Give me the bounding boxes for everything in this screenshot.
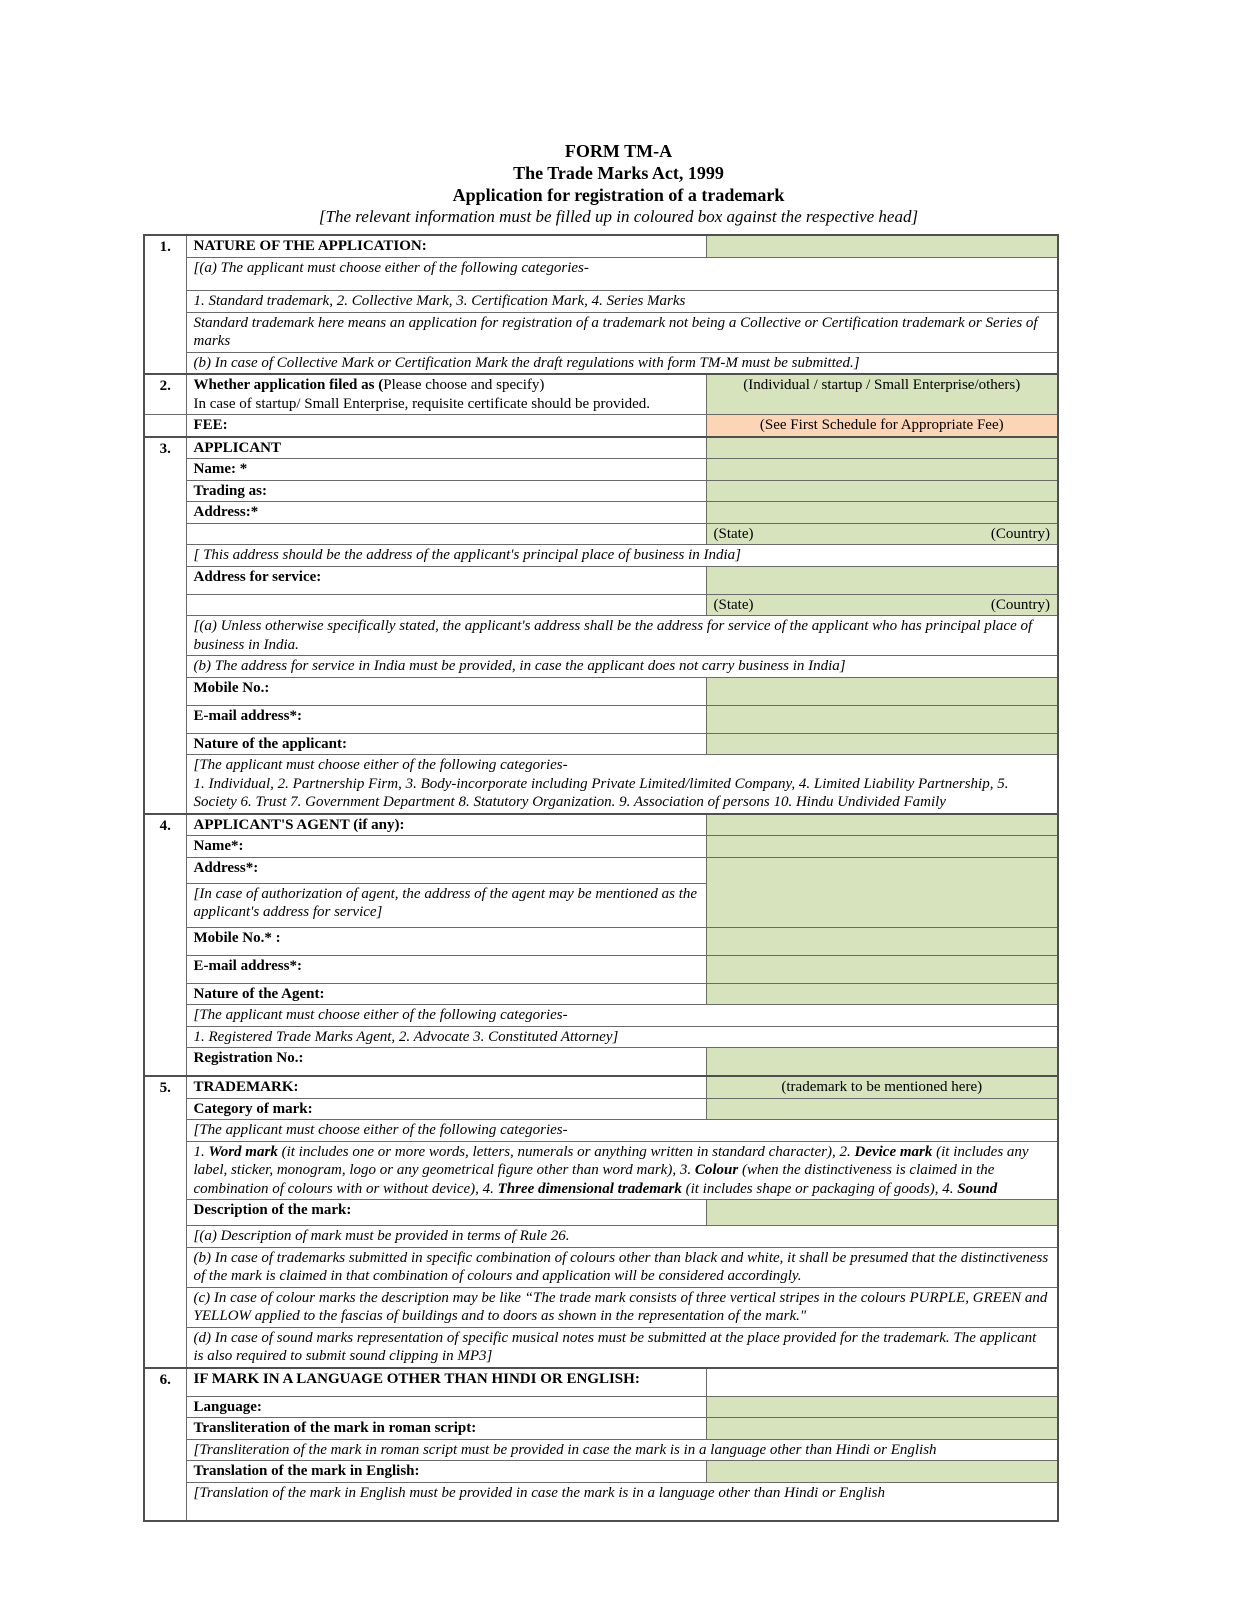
fill-instruction-note: [The relevant information must be filled up in coloured box against the respective head] — [318, 207, 919, 226]
row-description-of-mark — [144, 1200, 1058, 1226]
section3-number: 3. — [144, 437, 186, 814]
nature-of-application-label: NATURE OF THE APPLICATION: — [186, 235, 706, 257]
translation-note: [Translation of the mark in English must be provided in case the mark is in a language other than Hindi or English — [186, 1482, 1058, 1521]
fee-number-cell — [144, 415, 186, 437]
row-description-note-d — [144, 1327, 1058, 1368]
nature-of-applicant-note-line2: 1. Individual, 2. Partnership Firm, 3. Body-incorporate including Private Limited/limited Company, 4. Limited Liability Partnership, 5. Society 6. Trust 7. Government Department 8. Statutory Organization. 9. Association of persons 10. Hindu Undivided Family — [193, 775, 1009, 810]
address-for-service-label: Address for service: — [186, 566, 706, 594]
row-filed-as — [144, 374, 1058, 415]
section2-number: 2. — [144, 374, 186, 415]
filed-as-options-text: (Individual / startup / Small Enterprise/others) — [743, 377, 1021, 393]
transliteration-note: [Transliteration of the mark in roman script must be provided in case the mark is in a language other than Hindi or English — [186, 1439, 1058, 1461]
cat-seg-0: 1. — [193, 1143, 209, 1160]
row-category-note — [144, 1120, 1058, 1142]
nature-note-a: [(a) The applicant must choose either of the following categories- — [186, 257, 1058, 291]
row-agent-mobile — [144, 927, 1058, 955]
fee-value-box[interactable] — [706, 415, 1058, 437]
row-agent-note2 — [144, 1026, 1058, 1048]
service-state-label: (State) — [713, 596, 754, 613]
row-nature-of-applicant-note — [144, 755, 1058, 814]
agent-email-input[interactable] — [706, 955, 1058, 983]
service-note-b: (b) The address for service in India must be provided, in case the applicant does not carry business in India] — [186, 656, 1058, 678]
applicant-name-label: Name: * — [186, 459, 706, 481]
row-nature-of-applicant — [144, 733, 1058, 755]
nature-note-b: (b) In case of Collective Mark or Certification Mark the draft regulations with form TM-M must be submitted.] — [186, 352, 1058, 374]
row-transliteration-note — [144, 1439, 1058, 1461]
agent-address-label: Address*: — [186, 857, 706, 883]
row-address-for-service — [144, 566, 1058, 594]
address-for-service-input[interactable] — [706, 566, 1058, 594]
cat-seg-three-dimensional: Three dimensional trademark — [497, 1180, 686, 1197]
state-label: (State) — [713, 525, 754, 542]
trademark-label: TRADEMARK: — [186, 1076, 706, 1098]
description-of-mark-input[interactable] — [706, 1200, 1058, 1226]
row-language — [144, 1396, 1058, 1418]
agent-address-note: [In case of authorization of agent, the address of the agent may be mentioned as the applicant's address for service] — [186, 883, 706, 927]
country-label: (Country) — [990, 525, 1050, 542]
section5-number: 5. — [144, 1076, 186, 1368]
row-nature-of-application — [144, 235, 1058, 257]
row-service-note-b — [144, 656, 1058, 678]
applicant-address-label: Address:* — [186, 502, 706, 524]
filed-as-label-bold: Whether application filed as ( — [193, 377, 384, 393]
row-applicant-address — [144, 502, 1058, 524]
nature-of-applicant-input[interactable] — [706, 733, 1058, 755]
form-header — [0, 0, 1237, 227]
row-category-of-mark — [144, 1098, 1058, 1120]
filed-as-options-box[interactable] — [706, 374, 1058, 415]
fee-label: FEE: — [186, 415, 706, 437]
nature-of-application-input-box[interactable] — [706, 235, 1058, 257]
row-agent-registration — [144, 1048, 1058, 1077]
row-category-definitions — [144, 1141, 1058, 1200]
row-agent-note1 — [144, 1005, 1058, 1027]
agent-name-input[interactable] — [706, 836, 1058, 858]
description-note-a: [(a) Description of mark must be provided in terms of Rule 26. — [186, 1226, 1058, 1248]
agent-note2: 1. Registered Trade Marks Agent, 2. Advocate 3. Constituted Attorney] — [186, 1026, 1058, 1048]
row-standard-trademark-definition — [144, 312, 1058, 352]
description-note-c: (c) In case of colour marks the description may be like “The trade mark consists of three vertical stripes in the colours PURPLE, GREEN and YELLOW applied to the fascias of buildings and to doors as shown in the representation of the mark." — [186, 1287, 1058, 1327]
row-other-language-header — [144, 1368, 1058, 1397]
cat-seg-2: (it includes one or more words, letters, numerals or anything written in standard character), 2. — [281, 1143, 855, 1160]
agent-input-box[interactable] — [706, 814, 1058, 836]
service-country-label: (Country) — [990, 596, 1050, 613]
language-label: Language: — [186, 1396, 706, 1418]
form-title: FORM TM-A — [564, 141, 673, 161]
agent-name-label: Name*: — [186, 836, 706, 858]
transliteration-input[interactable] — [706, 1418, 1058, 1440]
row-agent-address — [144, 857, 1058, 883]
fee-value-text: (See First Schedule for Appropriate Fee) — [759, 417, 1004, 433]
row-translation — [144, 1461, 1058, 1483]
row-nature-note-b — [144, 352, 1058, 374]
cat-seg-word-mark: Word mark — [208, 1143, 282, 1160]
filed-as-label — [186, 374, 706, 415]
description-note-d: (d) In case of sound marks representation of specific musical notes must be submitted at the place provided for the trademark. The applicant is also required to submit sound clipping in MP3] — [186, 1327, 1058, 1368]
applicant-name-input[interactable] — [706, 459, 1058, 481]
row-fee — [144, 415, 1058, 437]
cat-seg-sound: Sound — [957, 1180, 998, 1197]
service-state-country-spacer — [186, 594, 706, 616]
applicant-input-box[interactable] — [706, 437, 1058, 459]
agent-mobile-input[interactable] — [706, 927, 1058, 955]
row-applicant-email — [144, 705, 1058, 733]
row-applicant-name — [144, 459, 1058, 481]
category-of-mark-label: Category of mark: — [186, 1098, 706, 1120]
applicant-address-note: [ This address should be the address of the applicant's principal place of business in India] — [186, 545, 1058, 567]
service-state-country-input[interactable] — [706, 594, 1058, 616]
section4-number: 4. — [144, 814, 186, 1077]
category-definitions — [186, 1141, 1058, 1200]
nature-of-applicant-note — [186, 755, 1058, 814]
category-note: [The applicant must choose either of the following categories- — [186, 1120, 1058, 1142]
nature-of-applicant-note-line1: [The applicant must choose either of the following categories- — [193, 757, 568, 773]
other-language-empty-cell — [706, 1368, 1058, 1397]
nature-of-agent-label: Nature of the Agent: — [186, 983, 706, 1005]
agent-registration-input[interactable] — [706, 1048, 1058, 1077]
cat-seg-4: (it includes any label, sticker, monogram, logo or any geometrical figure other than word mark), 3. — [193, 1143, 1029, 1178]
row-agent-name — [144, 836, 1058, 858]
row-agent-email — [144, 955, 1058, 983]
applicant-address-input[interactable] — [706, 502, 1058, 524]
row-service-note-a — [144, 616, 1058, 656]
row-applicant-address-note — [144, 545, 1058, 567]
cat-seg-colour: Colour — [694, 1162, 742, 1178]
translation-label: Translation of the mark in English: — [186, 1461, 706, 1483]
row-description-note-c — [144, 1287, 1058, 1327]
row-description-note-a — [144, 1226, 1058, 1248]
cat-seg-8: (it includes shape or packaging of goods), 4. — [685, 1180, 958, 1197]
row-transliteration — [144, 1418, 1058, 1440]
row-trading-as — [144, 480, 1058, 502]
row-nature-categories — [144, 291, 1058, 313]
nature-of-applicant-label: Nature of the applicant: — [186, 733, 706, 755]
category-of-mark-input[interactable] — [706, 1098, 1058, 1120]
trademark-input-box[interactable] — [706, 1076, 1058, 1098]
agent-email-label: E-mail address*: — [186, 955, 706, 983]
row-nature-of-agent — [144, 983, 1058, 1005]
service-note-a: [(a) Unless otherwise specifically stated, the applicant's address shall be the address for service of the applicant who has principal place of business in India. — [186, 616, 1058, 656]
filed-as-label-normal: Please choose and specify) — [383, 377, 545, 393]
row-applicant-state-country — [144, 523, 1058, 545]
applicant-label: APPLICANT — [186, 437, 706, 459]
row-agent-header — [144, 814, 1058, 836]
agent-label: APPLICANT'S AGENT (if any): — [186, 814, 706, 836]
language-input[interactable] — [706, 1396, 1058, 1418]
transliteration-label: Transliteration of the mark in roman script: — [186, 1418, 706, 1440]
row-translation-note — [144, 1482, 1058, 1521]
agent-address-input[interactable] — [706, 857, 1058, 927]
trademark-application-form-table — [143, 234, 1059, 1522]
applicant-mobile-label: Mobile No.: — [186, 677, 706, 705]
agent-mobile-label: Mobile No.* : — [186, 927, 706, 955]
filed-as-certificate-note: In case of startup/ Small Enterprise, requisite certificate should be provided. — [193, 395, 651, 412]
row-trademark-header — [144, 1076, 1058, 1098]
standard-trademark-definition: Standard trademark here means an application for registration of a trademark not being a Collective or Certification trademark or Series of marks — [186, 312, 1058, 352]
row-applicant-header — [144, 437, 1058, 459]
act-title: The Trade Marks Act, 1999 — [513, 163, 724, 183]
form-subtitle: Application for registration of a trademark — [452, 185, 785, 205]
description-note-b: (b) In case of trademarks submitted in specific combination of colours other than black and white, it shall be presumed that the distinctiveness of the mark is claimed in that combination of colours and application will be considered accordingly. — [186, 1247, 1058, 1287]
section1-number: 1. — [144, 235, 186, 374]
section6-number: 6. — [144, 1368, 186, 1522]
agent-note1: [The applicant must choose either of the following categories- — [186, 1005, 1058, 1027]
applicant-state-country-input[interactable] — [706, 523, 1058, 545]
description-of-mark-label: Description of the mark: — [186, 1200, 706, 1226]
applicant-email-label: E-mail address*: — [186, 705, 706, 733]
nature-categories-list: 1. Standard trademark, 2. Collective Mark, 3. Certification Mark, 4. Series Marks — [186, 291, 1058, 313]
row-nature-note-a — [144, 257, 1058, 291]
translation-input[interactable] — [706, 1461, 1058, 1483]
row-applicant-mobile — [144, 677, 1058, 705]
applicant-mobile-input[interactable] — [706, 677, 1058, 705]
trademark-hint-text: (trademark to be mentioned here) — [781, 1079, 983, 1095]
trading-as-label: Trading as: — [186, 480, 706, 502]
applicant-state-country-spacer — [186, 523, 706, 545]
cat-seg-device-mark: Device mark — [854, 1143, 937, 1160]
row-description-note-b — [144, 1247, 1058, 1287]
agent-registration-label: Registration No.: — [186, 1048, 706, 1077]
row-service-state-country — [144, 594, 1058, 616]
other-language-label: IF MARK IN A LANGUAGE OTHER THAN HINDI OR ENGLISH: — [186, 1368, 706, 1397]
nature-of-agent-input[interactable] — [706, 983, 1058, 1005]
trading-as-input[interactable] — [706, 480, 1058, 502]
cat-seg-6: (when the distinctiveness is claimed in the combination of colours with or without device), 4. — [193, 1162, 995, 1197]
applicant-email-input[interactable] — [706, 705, 1058, 733]
